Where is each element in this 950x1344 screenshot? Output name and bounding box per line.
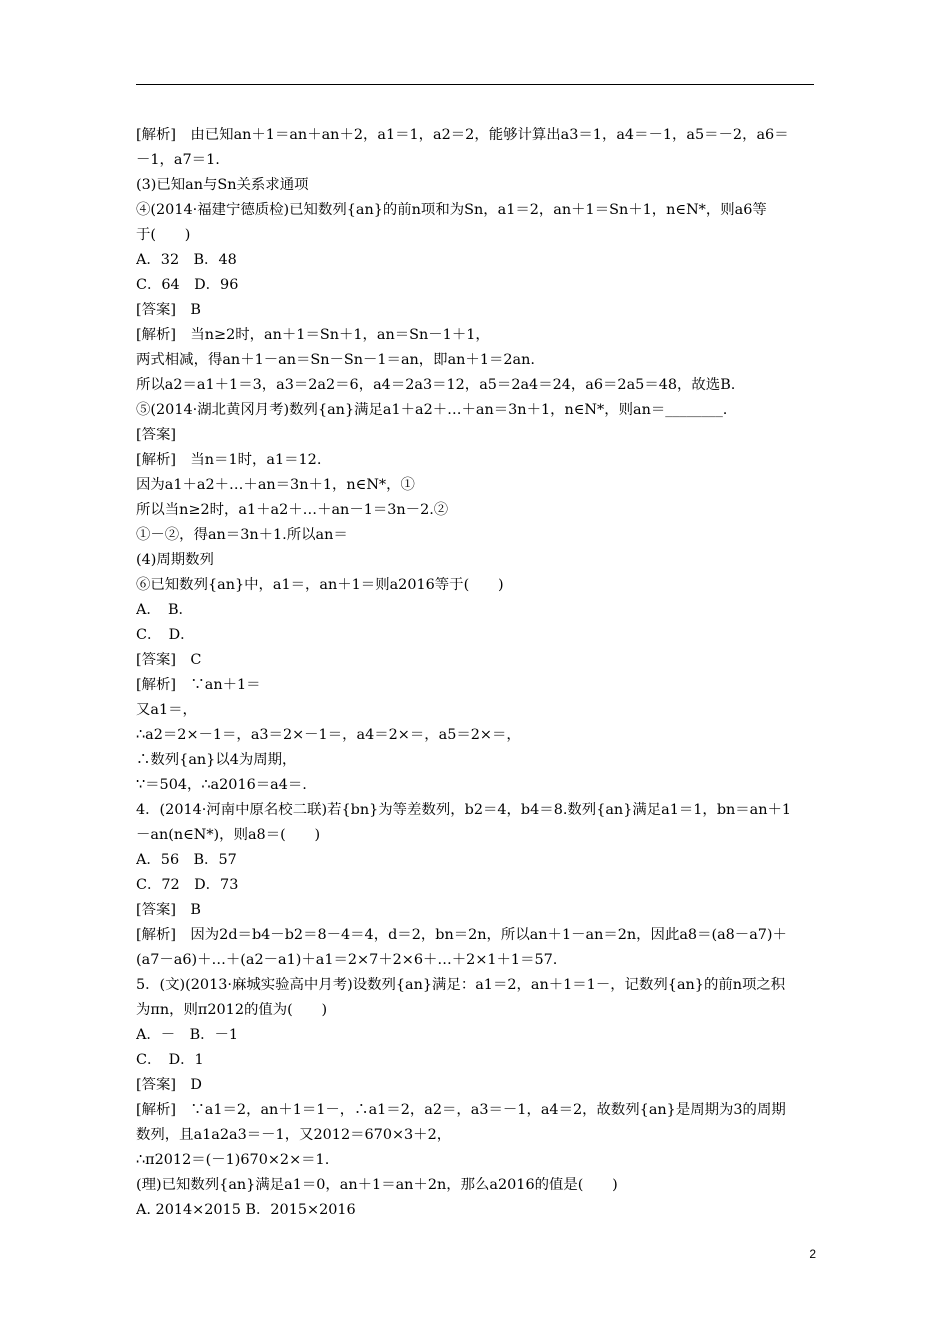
text-line: －1，a7＝1.: [136, 152, 220, 168]
text-line: 5．(文)(2013·麻城实验高中月考)设数列{an}满足：a1＝2，an＋1＝1－，记数列{an}的前n项之积: [136, 977, 786, 993]
text-line: (a7－a6)＋…＋(a2－a1)＋a1＝2×7＋2×6＋…＋2×1＋1＝57.: [136, 952, 558, 968]
text-line: ⑤(2014·湖北黄冈月考)数列{an}满足a1＋a2＋…＋an＝3n＋1，n∈N*，则an＝________.: [136, 402, 728, 418]
text-line: 4．(2014·河南中原名校二联)若{bn}为等差数列，b2＝4，b4＝8.数列{an}满足a1＝1，bn＝an＋1: [136, 802, 792, 818]
text-line: (4)周期数列: [136, 552, 214, 568]
text-line: 所以a2＝a1＋1＝3，a3＝2a2＝6，a4＝2a3＝12，a5＝2a4＝24，a6＝2a5＝48，故选B.: [136, 377, 736, 393]
document-body: [136, 123, 816, 1223]
text-line: ④(2014·福建宁德质检)已知数列{an}的前n项和为Sn，a1＝2，an＋1＝Sn＋1，n∈N*，则a6等: [136, 202, 767, 218]
text-line: [答案] C: [136, 652, 202, 668]
text-line: ∵＝504，∴a2016＝a4＝.: [136, 777, 307, 793]
text-line: C．64 D．96: [136, 277, 239, 293]
text-line: ∴数列{an}以4为周期，: [136, 752, 297, 768]
text-line: [答案] B: [136, 902, 201, 918]
text-line: 为πn，则π2012的值为( ): [136, 1002, 328, 1018]
text-line: 又a1＝，: [136, 702, 197, 718]
text-line: A． B．: [136, 602, 193, 618]
page-number: 2: [809, 1247, 816, 1261]
text-line: 于( ): [136, 227, 191, 243]
text-line: (理)已知数列{an}满足a1＝0，an＋1＝an＋2n，那么a2016的值是( ): [136, 1177, 618, 1193]
text-line: [答案] B: [136, 302, 201, 318]
text-line: [解析] 因为2d＝b4－b2＝8－4＝4，d＝2，bn＝2n，所以an＋1－an＝2n，因此a8＝(a8－a7)＋: [136, 927, 787, 943]
text-line: A．32 B．48: [136, 252, 237, 268]
text-line: ⑥已知数列{an}中，a1＝，an＋1＝则a2016等于( ): [136, 577, 504, 593]
text-line: [解析] 当n＝1时，a1＝12.: [136, 452, 322, 468]
text-line: ∴a2＝2×－1＝，a3＝2×－1＝，a4＝2×＝，a5＝2×＝，: [136, 727, 521, 743]
text-line: 数列，且a1a2a3＝－1，又2012＝670×3＋2，: [136, 1127, 452, 1143]
text-line: [解析] 当n≥2时，an＋1＝Sn＋1，an＝Sn－1＋1，: [136, 327, 490, 343]
text-line: [解析] ∵an＋1＝: [136, 677, 261, 693]
text-line: 两式相减，得an＋1－an＝Sn－Sn－1＝an，即an＋1＝2an.: [136, 352, 535, 368]
text-line: C．72 D．73: [136, 877, 239, 893]
text-line: A．－ B．－1: [136, 1027, 239, 1043]
text-line: 所以当n≥2时，a1＋a2＋…＋an－1＝3n－2.②: [136, 502, 449, 518]
text-line: C． D．: [136, 627, 195, 643]
text-line: ①－②，得an＝3n＋1.所以an＝: [136, 527, 348, 543]
text-line: (3)已知an与Sn关系求通项: [136, 177, 309, 193]
text-line: ∴π2012＝(－1)670×2×＝1.: [136, 1152, 330, 1168]
text-line: A. 2014×2015 B．2015×2016: [136, 1202, 356, 1218]
text-line: C． D．1: [136, 1052, 204, 1068]
text-line: [解析] ∵a1＝2，an＋1＝1－，∴a1＝2，a2＝，a3＝－1，a4＝2，故数列{an}是周期为3的周期: [136, 1102, 786, 1118]
text-line: 因为a1＋a2＋…＋an＝3n＋1，n∈N*，①: [136, 477, 415, 493]
text-line: [答案] D: [136, 1077, 202, 1093]
text-line: [答案]: [136, 427, 177, 443]
text-line: [解析] 由已知an＋1＝an＋an＋2，a1＝1，a2＝2，能够计算出a3＝1，a4＝－1，a5＝－2，a6＝: [136, 127, 789, 143]
header-rule: [136, 84, 814, 85]
text-line: A．56 B．57: [136, 852, 237, 868]
text-line: －an(n∈N*)，则a8＝( ): [136, 827, 321, 843]
